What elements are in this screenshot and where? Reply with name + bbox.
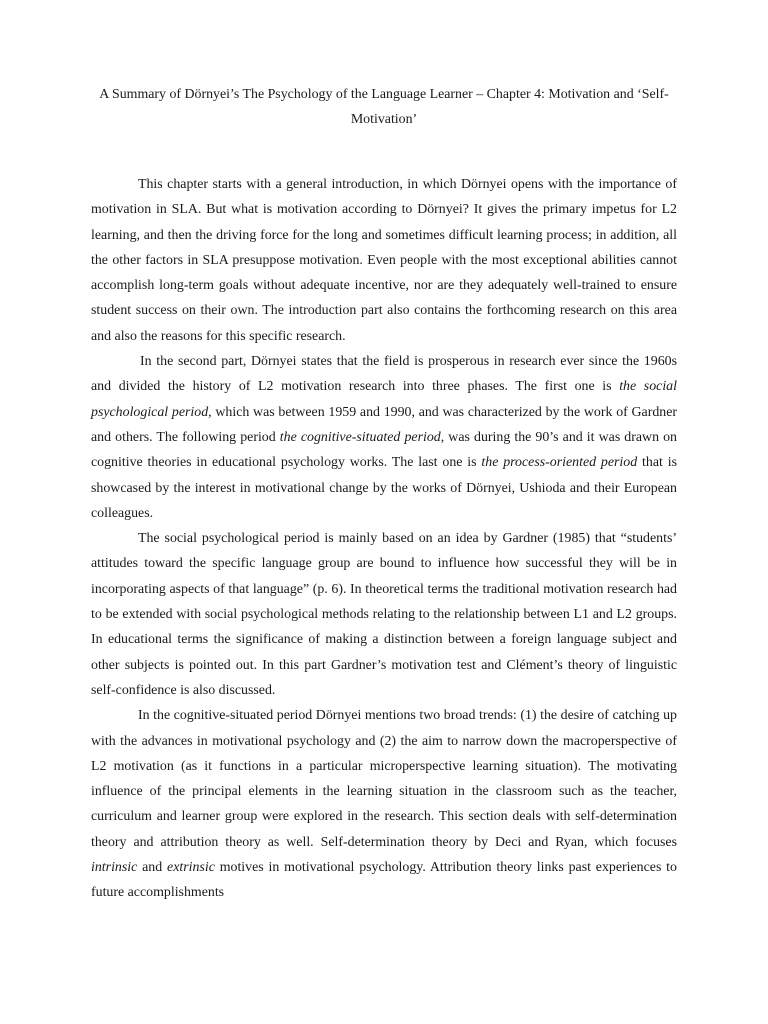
paragraph (91, 349, 677, 526)
text-segment: The social psychological period is mainly based on an idea by Gardner (1985) that “students’ attitudes toward the specific language group are bound to influence how successful they will be in incorporating aspects of that language” (p. 6). In theoretical terms the traditional motivation research had to be extended with social psychological methods relating to the relationship between L1 and L2 groups. In educational terms the significance of making a distinction between a foreign language subject and other subjects is pointed out. In this part Gardner’s motivation test and Clément’s theory of linguistic self-confidence is also discussed. (91, 531, 677, 698)
italic-text-segment: the social psychological period (91, 379, 677, 420)
italic-text-segment: extrinsic (167, 860, 215, 876)
paragraph (91, 703, 677, 905)
text-segment: This chapter starts with a general introduction, in which Dörnyei opens with the importance of motivation in SLA. But what is motivation according to Dörnyei? It gives the primary impetus for L2 learning, and then the driving force for the long and sometimes difficult learning process; in addition, all the other factors in SLA presuppose motivation. Even people with the most exceptional abilities cannot accomplish long-term goals without adequate incentive, nor are they adequately well-trained to ensure student success on their own. The introduction part also contains the forthcoming research on this area and also the reasons for this specific research. (91, 177, 677, 344)
italic-text-segment: the process-oriented period (481, 455, 638, 471)
paragraph (91, 526, 677, 703)
document-body (91, 172, 677, 906)
text-segment: , which was between 1959 and 1990, and was characterized by the work of Gardner and others. The following period (91, 404, 677, 445)
text-segment: , was during the 90’s and it was drawn on cognitive theories in educational psychology works. The last one is (91, 429, 678, 471)
text-segment: In the second part, Dörnyei states that the field is prosperous in research ever since the 1960s and divided the history of L2 motivation research into three phases. The first one is (91, 354, 677, 395)
document-title: A Summary of Dörnyei’s The Psychology of the Language Learner – Chapter 4: Motivation and ‘Self-Motivation’ (99, 87, 669, 127)
italic-text-segment: intrinsic (91, 860, 138, 876)
text-segment: In the cognitive-situated period Dörnyei mentions two broad trends: (1) the desire of catching up with the advances in motivational psychology and (2) the aim to narrow down the macroperspective of L2 motivation (as it functions in a particular microperspective learning situation). The motivating influence of the principal elements in the learning situation in the classroom such as the teacher, curriculum and learner group were explored in the research. This section deals with self-determination theory and attribution theory as well. Self-determination theory by Deci and Ryan, which focuses (91, 708, 677, 850)
text-segment: that is showcased by the interest in motivational change by the works of Dörnyei, Ushioda and their European colleagues. (91, 455, 677, 521)
text-segment: motives in motivational psychology. Attribution theory links past experiences to future accomplishments (91, 860, 677, 901)
italic-text-segment: the cognitive-situated period (279, 429, 441, 445)
paragraph (91, 172, 677, 349)
text-segment: and (137, 860, 168, 876)
